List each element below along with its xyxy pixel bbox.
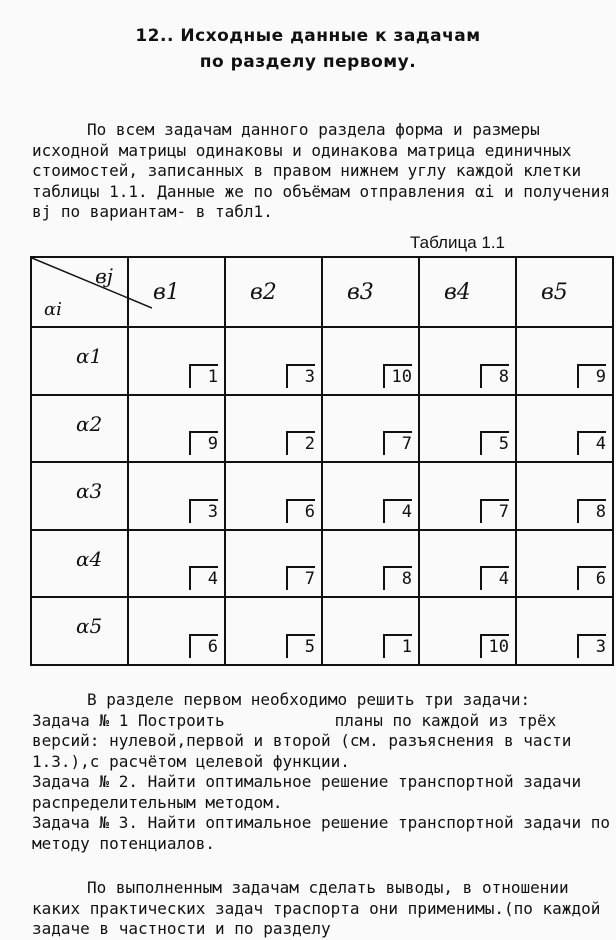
task-3: Задача № 3. Найти оптимальное решение транспортной задачи по методу потенциалов. [32, 813, 610, 853]
column-header: в2 [225, 257, 322, 327]
task-1-start: Задача № 1 Построить [32, 710, 225, 730]
table-cell [128, 395, 225, 463]
table-cell [322, 597, 419, 665]
task-2: Задача № 2. Найти оптимальное решение транспортной задачи распределительным методом. [32, 772, 582, 812]
cost-value: 1 [189, 364, 218, 388]
cost-value: 5 [286, 634, 315, 658]
cost-value: 8 [480, 364, 509, 388]
cost-value: 8 [577, 499, 606, 523]
cost-value: 5 [480, 431, 509, 455]
cost-value: 3 [286, 364, 315, 388]
table-row [31, 462, 613, 530]
conclusion-paragraph: По выполненным задачам сделать выводы, в отношении каких практических задач траспорта они применимы.(по каждой задаче в частности и по разделу [32, 878, 601, 938]
table-cell [322, 327, 419, 395]
row-header: α1 [31, 327, 128, 395]
column-header: в4 [419, 257, 516, 327]
row-header: α5 [31, 597, 128, 665]
table-cell [516, 530, 613, 598]
cost-value: 2 [286, 431, 315, 455]
cost-value: 4 [577, 431, 606, 455]
cost-value: 10 [480, 634, 509, 658]
cost-value: 9 [577, 364, 606, 388]
intro-paragraph: По всем задачам данного раздела форма и размеры исходной матрицы одинаковы и одинакова матрица единичных стоимостей, записанных в правом нижнем углу каждой клетки таблицы 1.1. Данные же по объёмам отправления αі и получения вj по вариантам- в табл1. [32, 120, 610, 221]
table-row [31, 395, 613, 463]
table-cell [419, 462, 516, 530]
row-header: α3 [31, 462, 128, 530]
cost-value: 6 [189, 634, 218, 658]
section-subheading: по разделу первому. [199, 52, 417, 72]
corner-col-label: вj [95, 264, 113, 288]
table-cell [322, 462, 419, 530]
table-corner-cell [31, 257, 128, 327]
row-header: α4 [31, 530, 128, 598]
table-cell [419, 597, 516, 665]
table-cell [516, 327, 613, 395]
table-cell [419, 395, 516, 463]
table-cell [516, 462, 613, 530]
table-cell [419, 327, 516, 395]
table-cell [128, 530, 225, 598]
row-header: α2 [31, 395, 128, 463]
table-cell [128, 462, 225, 530]
table-caption: Таблица 1.1 [410, 233, 506, 252]
table-cell [225, 530, 322, 598]
cost-value: 1 [383, 634, 412, 658]
cost-value: 6 [286, 499, 315, 523]
table-cell [516, 395, 613, 463]
table-cell [225, 395, 322, 463]
cost-table [30, 256, 614, 666]
tasks-lead: В разделе первом необходимо решить три задачи: [87, 690, 531, 709]
table-cell [128, 327, 225, 395]
table-cell [419, 530, 516, 598]
corner-row-label: αі [44, 299, 62, 320]
cost-value: 7 [286, 566, 315, 590]
task-1 [32, 711, 612, 773]
table-row [31, 597, 613, 665]
column-header: в1 [128, 257, 225, 327]
column-header: в3 [322, 257, 419, 327]
table-cell [322, 395, 419, 463]
cost-value: 3 [189, 499, 218, 523]
cost-value: 8 [383, 566, 412, 590]
cost-value: 6 [577, 566, 606, 590]
table-cell [225, 462, 322, 530]
task-1-rest: планы по каждой из трёх версий: нулевой,первой и второй (см. разъяснения в части 1.3.),с расчётом целевой функции. [32, 710, 572, 771]
table-row [31, 530, 613, 598]
table-cell [225, 597, 322, 665]
table-cell [322, 530, 419, 598]
cost-value: 4 [383, 499, 412, 523]
tasks-block [32, 690, 612, 854]
cost-value: 10 [383, 364, 412, 388]
cost-value: 3 [577, 634, 606, 658]
table-cell [225, 327, 322, 395]
section-heading: 12.. Исходные данные к задачам [135, 26, 481, 46]
column-header: в5 [516, 257, 613, 327]
cost-value: 7 [383, 431, 412, 455]
cost-value: 7 [480, 499, 509, 523]
cost-value: 4 [189, 566, 218, 590]
table-cell [516, 597, 613, 665]
table-row [31, 327, 613, 395]
cost-value: 9 [189, 431, 218, 455]
table-cell [128, 597, 225, 665]
cost-value: 4 [480, 566, 509, 590]
